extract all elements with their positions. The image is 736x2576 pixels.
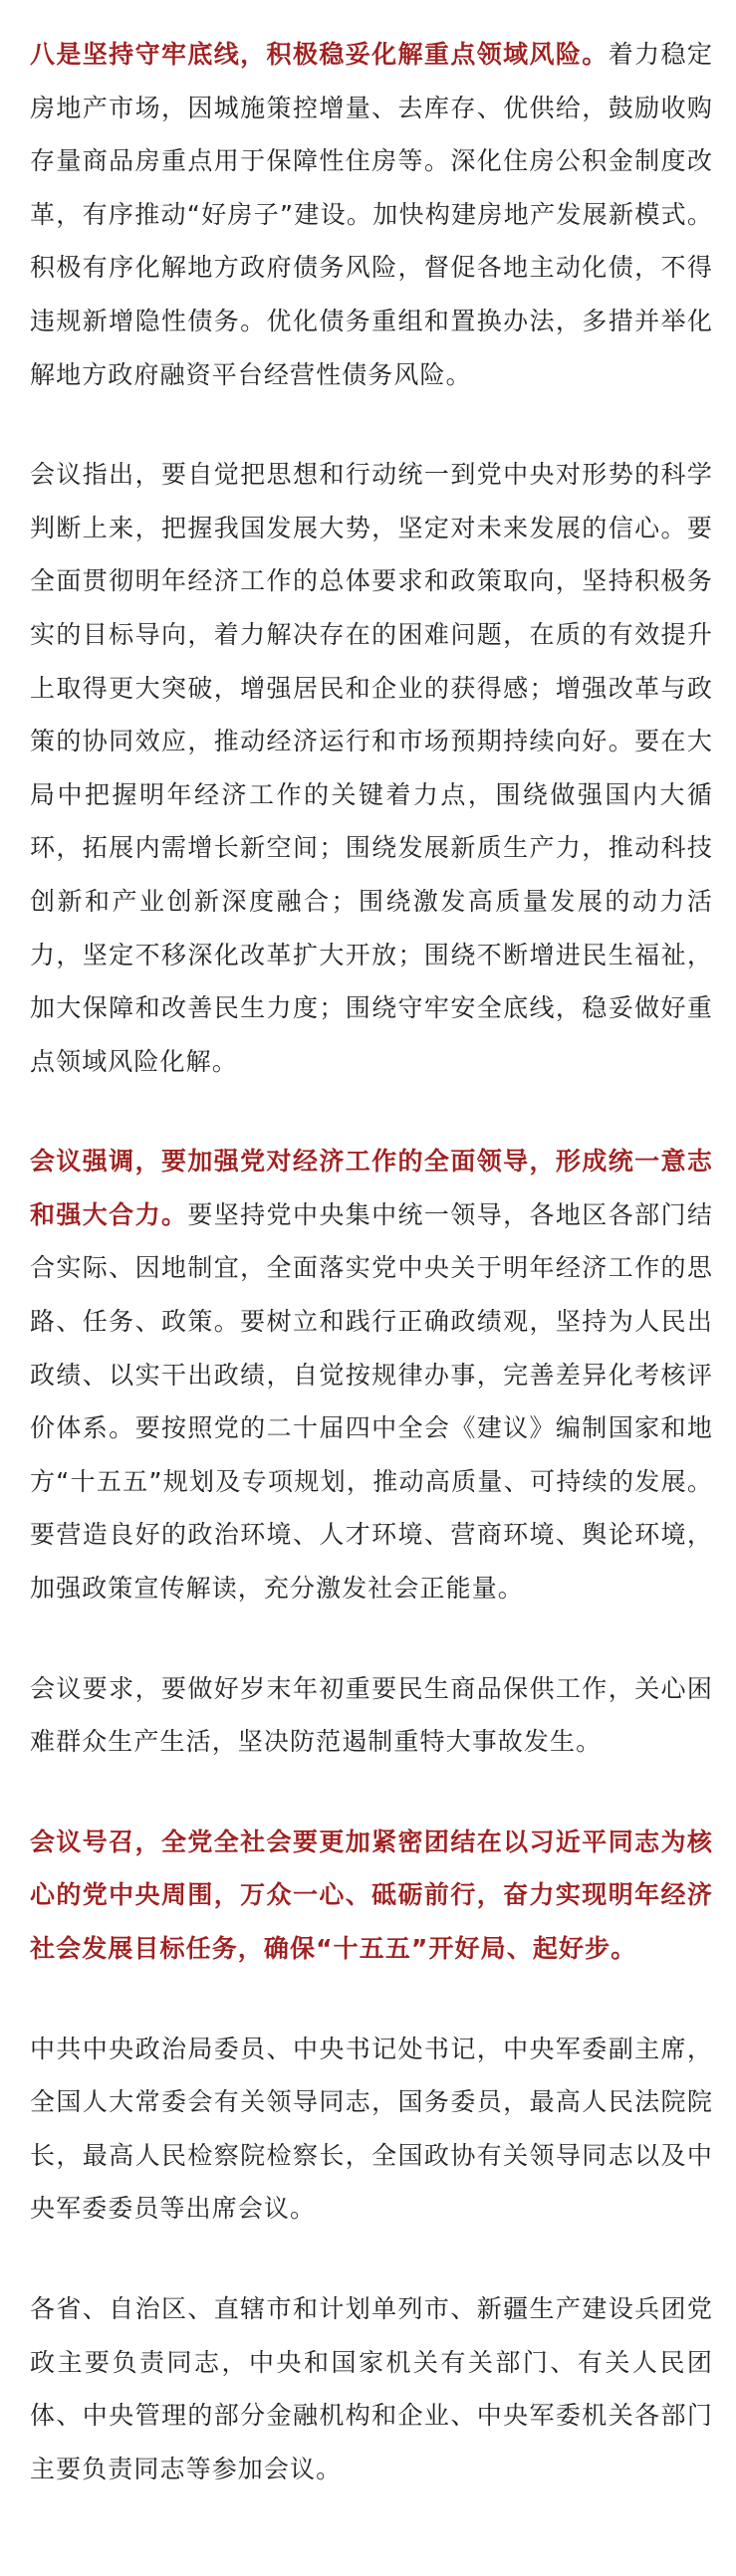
paragraph-6 xyxy=(30,2023,713,2236)
paragraph-7 xyxy=(30,2282,713,2495)
paragraph-3-lead: 会议强调，要加强党对经济工作的全面领导，形成统一意志和强大合力。 xyxy=(30,1147,713,1229)
paragraph-1-text: 着力稳定房地产市场，因城施策控增量、去库存、优供给，鼓励收购存量商品房重点用于保障性住房等。深化住房公积金制度改革，有序推动“好房子”建设。加快构建房地产发展新模式。积极有序化解地方政府债务风险，督促各地主动化债，不得违规新增隐性债务。优化债务重组和置换办法，多措并举化解地方政府融资平台经营性债务风险。 xyxy=(30,40,714,389)
paragraph-2 xyxy=(30,448,713,1088)
paragraph-5 xyxy=(30,1816,713,1976)
paragraph-6-text: 中共中央政治局委员、中央书记处书记，中央军委副主席，全国人大常委会有关领导同志，国务委员，最高人民法院院长，最高人民检察院检察长，全国政协有关领导同志以及中央军委委员等出席会议。 xyxy=(30,2034,713,2224)
paragraph-2-text: 会议指出，要自觉把思想和行动统一到党中央对形势的科学判断上来，把握我国发展大势，坚定对未来发展的信心。要全面贯彻明年经济工作的总体要求和政策取向，坚持积极务实的目标导向，着力解决存在的困难问题，在质的有效提升上取得更大突破，增强居民和企业的获得感；增强改革与政策的协同效应，推动经济运行和市场预期持续向好。要在大局中把握明年经济工作的关键着力点，围绕做强国内大循环，拓展内需增长新空间；围绕发展新质生产力，推动科技创新和产业创新深度融合；围绕激发高质量发展的动力活力，坚定不移深化改革扩大开放；围绕不断增进民生福祉，加大保障和改善民生力度；围绕守牢安全底线，稳妥做好重点领域风险化解。 xyxy=(30,460,713,1076)
paragraph-4 xyxy=(30,1662,713,1769)
paragraph-4-text: 会议要求，要做好岁末年初重要民生商品保供工作，关心困难群众生产生活，坚决防范遏制重特大事故发生。 xyxy=(30,1673,713,1757)
paragraph-1-lead: 八是坚持守牢底线，积极稳妥化解重点领域风险。 xyxy=(30,40,609,69)
paragraph-1 xyxy=(30,28,713,401)
paragraph-7-text: 各省、自治区、直辖市和计划单列市、新疆生产建设兵团党政主要负责同志，中央和国家机关有关部门、有关人民团体、中央管理的部分金融机构和企业、中央军委机关各部门主要负责同志等参加会议。 xyxy=(30,2293,713,2483)
paragraph-3 xyxy=(30,1135,713,1614)
paragraph-5-lead: 会议号召，全党全社会要更加紧密团结在以习近平同志为核心的党中央周围，万众一心、砥砺前行，奋力实现明年经济社会发展目标任务，确保“十五五”开好局、起好步。 xyxy=(30,1826,713,1963)
paragraph-3-text: 要坚持党中央集中统一领导，各地区各部门结合实际、因地制宜，全面落实党中央关于明年经济工作的思路、任务、政策。要树立和践行正确政绩观，坚持为人民出政绩、以实干出政绩，自觉按规律办事，完善差异化考核评价体系。要按照党的二十届四中全会《建议》编制国家和地方“十五五”规划及专项规划，推动高质量、可持续的发展。要营造良好的政治环境、人才环境、营商环境、舆论环境，加强政策宣传解读，充分激发社会正能量。 xyxy=(30,1199,713,1604)
